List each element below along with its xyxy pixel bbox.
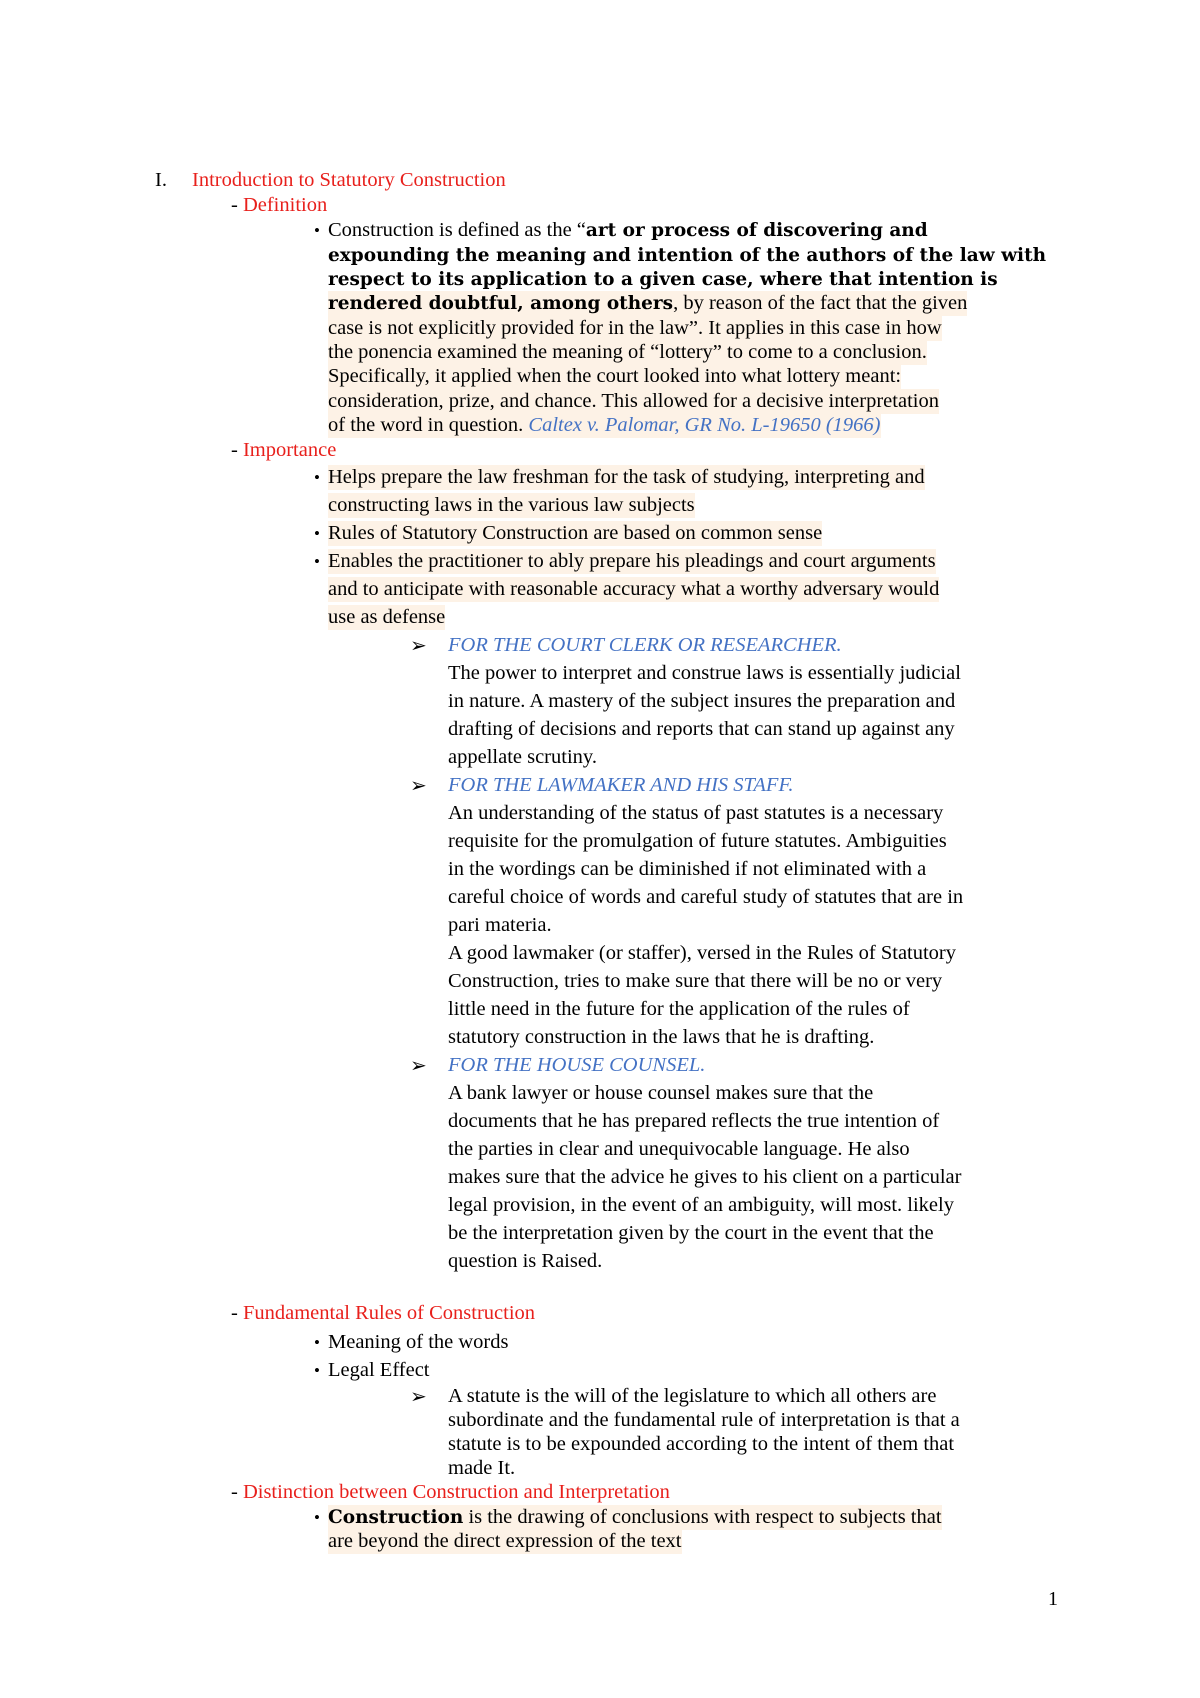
section-numeral: I.: [155, 169, 167, 191]
subsection-distinction: [231, 1480, 670, 1505]
distinction-heading: Distinction between Construction and Interpretation: [242, 1481, 670, 1503]
counsel-text: makes sure that the advice he gives to his client on a particular: [448, 1166, 962, 1188]
counsel-text: question is Raised.: [448, 1250, 603, 1272]
definition-line: case is not explicitly provided for in the law”. It applies in this case in how: [328, 317, 942, 339]
counsel-text: be the interpretation given by the court in the event that the: [448, 1222, 934, 1244]
lawmaker-text: careful choice of words and careful study of statutes that are in: [448, 886, 964, 908]
fundamental-text: statute is to be expounded according to the intent of them that: [448, 1433, 955, 1455]
bullet-icon: •: [314, 524, 320, 543]
importance-item: and to anticipate with reasonable accuracy what a worthy adversary would: [328, 578, 940, 600]
counsel-text: legal provision, in the event of an ambiguity, will most. likely: [448, 1194, 954, 1216]
definition-line: of the word in question. Caltex v. Palomar, GR No. L-19650 (1966): [328, 414, 881, 436]
definition-line: rendered doubtful, among others, by reason of the fact that the given: [328, 292, 968, 314]
lawmaker-text: in the wordings can be diminished if not eliminated with a: [448, 858, 927, 880]
dash: -: [231, 194, 243, 216]
arrow-bullet-icon: ➢: [410, 1053, 427, 1077]
lawmaker-text: statutory construction in the laws that he is drafting.: [448, 1026, 875, 1048]
bullet-icon: •: [314, 1361, 320, 1380]
lawmaker-text: requisite for the promulgation of future statutes. Ambiguities: [448, 830, 947, 852]
bullet-icon: •: [314, 1508, 320, 1527]
clerk-text: appellate scrutiny.: [448, 746, 597, 768]
definition-line: consideration, prize, and chance. This allowed for a decisive interpretation: [328, 390, 939, 412]
lawmaker-text: Construction, tries to make sure that there will be no or very: [448, 970, 943, 992]
arrow-bullet-icon: ➢: [410, 633, 427, 657]
clerk-title: FOR THE COURT CLERK OR RESEARCHER.: [448, 634, 842, 656]
definition-heading: Definition: [242, 194, 328, 216]
importance-item: Enables the practitioner to ably prepare his pleadings and court arguments: [328, 550, 936, 572]
section-title: Introduction to Statutory Construction: [192, 169, 506, 191]
clerk-text: in nature. A mastery of the subject insures the preparation and: [448, 690, 956, 712]
counsel-title: FOR THE HOUSE COUNSEL.: [448, 1054, 706, 1076]
bullet-icon: •: [314, 468, 320, 487]
definition-line: Construction is defined as the “art or process of discovering and: [328, 219, 928, 241]
bullet-icon: •: [314, 221, 320, 240]
dash: -: [231, 1481, 243, 1503]
importance-item: use as defense: [328, 606, 446, 628]
page-number: 1: [1048, 1588, 1058, 1610]
lawmaker-text: A good lawmaker (or staffer), versed in the Rules of Statutory: [448, 942, 957, 964]
bullet-icon: •: [314, 1333, 320, 1352]
importance-heading: Importance: [242, 439, 337, 461]
dash: -: [231, 1302, 243, 1324]
counsel-text: the parties in clear and unequivocable language. He also: [448, 1138, 910, 1160]
subsection-definition: [231, 193, 327, 218]
importance-item: constructing laws in the various law subjects: [328, 494, 695, 516]
lawmaker-text: little need in the future for the application of the rules of: [448, 998, 910, 1020]
definition-line: the ponencia examined the meaning of “lottery” to come to a conclusion.: [328, 341, 927, 363]
lawmaker-text: An understanding of the status of past statutes is a necessary: [448, 802, 944, 824]
counsel-text: A bank lawyer or house counsel makes sure that the: [448, 1082, 874, 1104]
distinction-item: are beyond the direct expression of the text: [328, 1530, 682, 1552]
definition-line: expounding the meaning and intention of the authors of the law with: [328, 245, 1047, 266]
fundamental-heading: Fundamental Rules of Construction: [242, 1302, 536, 1324]
bullet-icon: •: [314, 552, 320, 571]
dash: -: [231, 439, 243, 461]
fundamental-text: A statute is the will of the legislature to which all others are: [448, 1385, 937, 1407]
fundamental-item: Meaning of the words: [328, 1331, 509, 1353]
definition-line: respect to its application to a given case, where that intention is: [328, 269, 998, 290]
fundamental-text: made It.: [448, 1457, 516, 1479]
clerk-text: The power to interpret and construe laws is essentially judicial: [448, 662, 961, 684]
case-citation: Caltex v. Palomar, GR No. L-19650 (1966): [528, 414, 881, 436]
fundamental-text: subordinate and the fundamental rule of interpretation is that a: [448, 1409, 960, 1431]
arrow-bullet-icon: ➢: [410, 773, 427, 797]
lawmaker-title: FOR THE LAWMAKER AND HIS STAFF.: [448, 774, 794, 796]
lawmaker-text: pari materia.: [448, 914, 552, 936]
clerk-text: drafting of decisions and reports that can stand up against any: [448, 718, 955, 740]
counsel-text: documents that he has prepared reflects the true intention of: [448, 1110, 940, 1132]
arrow-bullet-icon: ➢: [410, 1384, 427, 1408]
importance-item: Helps prepare the law freshman for the task of studying, interpreting and: [328, 466, 925, 488]
definition-line: Specifically, it applied when the court looked into what lottery meant:: [328, 365, 902, 387]
importance-item: Rules of Statutory Construction are based on common sense: [328, 522, 823, 544]
fundamental-item: Legal Effect: [328, 1359, 430, 1381]
distinction-item: Construction is the drawing of conclusions with respect to subjects that: [328, 1506, 942, 1528]
subsection-fundamental: [231, 1301, 535, 1326]
subsection-importance: [231, 438, 336, 463]
